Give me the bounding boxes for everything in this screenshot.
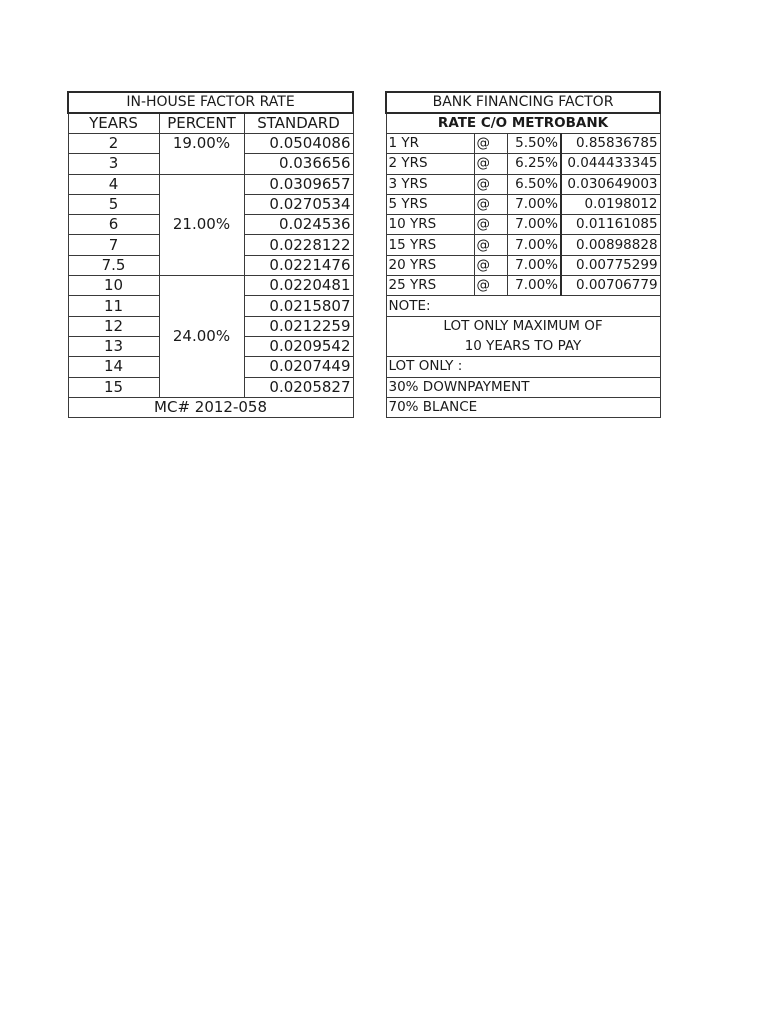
factor-cell: 0.01161085 — [561, 215, 660, 235]
years-cell: 7 — [68, 235, 159, 255]
bank-title: BANK FINANCING FACTOR — [386, 92, 660, 113]
factor-cell: 0.00706779 — [561, 276, 660, 296]
term-cell: 5 YRS — [386, 194, 474, 214]
factor-cell: 0.030649003 — [561, 174, 660, 194]
percent-cell: 19.00% — [159, 134, 244, 175]
table-row — [386, 174, 660, 194]
term-cell: 2 YRS — [386, 154, 474, 174]
standard-cell: 0.024536 — [244, 215, 353, 235]
balance-text: 70% BLANCE — [386, 397, 660, 417]
standard-cell: 0.0205827 — [244, 377, 353, 397]
downpayment-text: 30% DOWNPAYMENT — [386, 377, 660, 397]
table-row — [386, 194, 660, 214]
years-cell: 2 — [68, 134, 159, 154]
bank-subtitle: RATE C/O METROBANK — [386, 113, 660, 134]
standard-cell: 0.0309657 — [244, 174, 353, 194]
years-cell: 12 — [68, 316, 159, 336]
years-cell: 3 — [68, 154, 159, 174]
at-cell: @ — [474, 276, 507, 296]
mc-number-footer: MC# 2012-058 — [68, 397, 353, 417]
table-row — [386, 215, 660, 235]
col-header-percent: PERCENT — [159, 113, 244, 134]
at-cell: @ — [474, 174, 507, 194]
table-row — [386, 235, 660, 255]
standard-cell: 0.0207449 — [244, 357, 353, 377]
bank-financing-table — [385, 91, 661, 418]
years-cell: 4 — [68, 174, 159, 194]
note-line-2: 10 YEARS TO PAY — [386, 336, 660, 356]
table-row — [68, 276, 353, 296]
note-line-1: LOT ONLY MAXIMUM OF — [386, 316, 660, 336]
years-cell: 13 — [68, 336, 159, 356]
rate-cell: 7.00% — [507, 215, 561, 235]
term-cell: 25 YRS — [386, 276, 474, 296]
term-cell: 1 YR — [386, 134, 474, 154]
inhouse-factor-table — [67, 91, 354, 418]
years-cell: 11 — [68, 296, 159, 316]
standard-cell: 0.0221476 — [244, 255, 353, 275]
lot-only-label: LOT ONLY : — [386, 357, 660, 377]
years-cell: 14 — [68, 357, 159, 377]
percent-cell: 21.00% — [159, 174, 244, 275]
rate-cell: 7.00% — [507, 235, 561, 255]
at-cell: @ — [474, 154, 507, 174]
term-cell: 3 YRS — [386, 174, 474, 194]
term-cell: 10 YRS — [386, 215, 474, 235]
at-cell: @ — [474, 255, 507, 275]
note-label: NOTE: — [386, 296, 660, 316]
standard-cell: 0.0504086 — [244, 134, 353, 154]
table-row — [386, 255, 660, 275]
rate-cell: 7.00% — [507, 255, 561, 275]
standard-cell: 0.0270534 — [244, 194, 353, 214]
col-header-standard: STANDARD — [244, 113, 353, 134]
standard-cell: 0.036656 — [244, 154, 353, 174]
rate-cell: 7.00% — [507, 276, 561, 296]
factor-cell: 0.044433345 — [561, 154, 660, 174]
factor-cell: 0.85836785 — [561, 134, 660, 154]
term-cell: 15 YRS — [386, 235, 474, 255]
at-cell: @ — [474, 194, 507, 214]
table-row — [68, 174, 353, 194]
rate-cell: 6.25% — [507, 154, 561, 174]
years-cell: 15 — [68, 377, 159, 397]
standard-cell: 0.0212259 — [244, 316, 353, 336]
col-header-years: YEARS — [68, 113, 159, 134]
inhouse-title: IN-HOUSE FACTOR RATE — [68, 92, 353, 113]
table-row — [386, 276, 660, 296]
standard-cell: 0.0209542 — [244, 336, 353, 356]
years-cell: 5 — [68, 194, 159, 214]
rate-cell: 6.50% — [507, 174, 561, 194]
term-cell: 20 YRS — [386, 255, 474, 275]
table-row — [68, 134, 353, 154]
at-cell: @ — [474, 235, 507, 255]
percent-cell: 24.00% — [159, 276, 244, 398]
standard-cell: 0.0228122 — [244, 235, 353, 255]
years-cell: 6 — [68, 215, 159, 235]
years-cell: 7.5 — [68, 255, 159, 275]
years-cell: 10 — [68, 276, 159, 296]
at-cell: @ — [474, 134, 507, 154]
at-cell: @ — [474, 215, 507, 235]
factor-cell: 0.00898828 — [561, 235, 660, 255]
standard-cell: 0.0220481 — [244, 276, 353, 296]
table-row — [386, 154, 660, 174]
rate-cell: 7.00% — [507, 194, 561, 214]
factor-cell: 0.0198012 — [561, 194, 660, 214]
factor-cell: 0.00775299 — [561, 255, 660, 275]
standard-cell: 0.0215807 — [244, 296, 353, 316]
table-row — [386, 134, 660, 154]
rate-cell: 5.50% — [507, 134, 561, 154]
